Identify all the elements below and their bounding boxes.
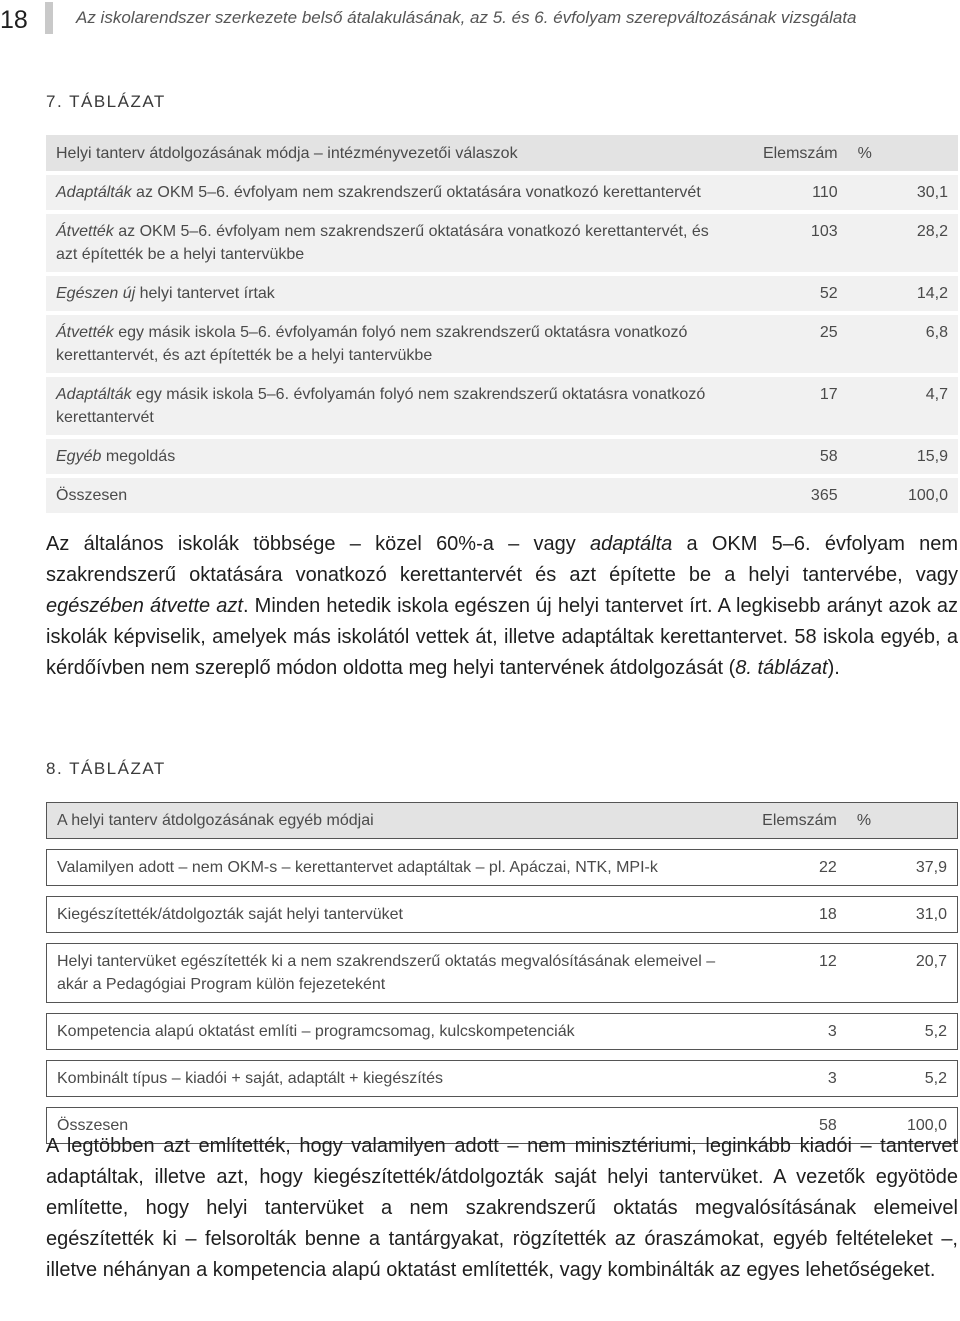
table-8-header-row <box>47 803 958 839</box>
row-count: 12 <box>737 944 846 1003</box>
row-label <box>46 212 738 274</box>
table-row <box>47 944 958 1003</box>
body-paragraph-2: A legtöbben azt említették, hogy valamilyen adott – nem minisztériumi, leginkább kiadói – tantervet adaptáltak, illetve azt, hogy kiegészítették/átdolgozták saját helyi tantervüket. A vezetők egyötöde említette, hogy helyi tantervüket a nem szakrendszerű oktatás megvalósításának elemeivel egészítették ki – felsorolták benne a tantárgyakat, rögzítették az óraszámokat, egyéb feltételeket –, illetve néhányan a kompetencia alapú oktatást említették, vagy kombinálták az egyes lehetőségeket. <box>46 1135 958 1281</box>
table-7 <box>46 135 958 517</box>
row-label-emphasis: Egyéb <box>56 448 102 465</box>
row-percent: 28,2 <box>848 212 958 274</box>
body-paragraph-1 <box>46 529 958 684</box>
table-row <box>47 1014 958 1050</box>
table-gap <box>47 1050 958 1061</box>
table-row <box>46 212 958 274</box>
row-label: Összesen <box>47 1108 738 1144</box>
row-percent: 20,7 <box>847 944 958 1003</box>
table-row <box>46 437 958 476</box>
row-percent: 5,2 <box>847 1061 958 1097</box>
row-label <box>46 274 738 313</box>
row-label-emphasis: Egészen új <box>56 285 136 302</box>
table-row <box>47 1061 958 1097</box>
row-label-text: egy másik iskola 5–6. évfolyamán folyó nem szakrendszerű oktatásra vonatkozó kerettantervét <box>56 386 706 426</box>
table-row <box>46 313 958 375</box>
table-8-col-method: A helyi tanterv átdolgozásának egyéb módjai <box>47 803 738 839</box>
table-7-col-count: Elemszám <box>738 135 848 173</box>
row-percent: 31,0 <box>847 897 958 933</box>
paragraph-text: . Minden hetedik iskola egészen új helyi tantervet írt. A legkisebb arányt azok az iskolák képviselik, amelyek más iskolától vettek át, illetve adaptáltak kerettantervet. 58 iskola egyéb, a kérdőívben nem szereplő módon oldotta meg helyi tantervének átdolgozását ( <box>46 595 958 679</box>
table-total-row <box>46 476 958 515</box>
row-label: Kiegészítették/átdolgozták saját helyi tantervüket <box>47 897 738 933</box>
paragraph-text: ). <box>827 657 840 679</box>
table-reference: 8. táblázat <box>735 657 828 679</box>
running-header: Az iskolarendszer szerkezete belső átalakulásának, az 5. és 6. évfolyam szerepváltozásának vizsgálata <box>76 8 857 27</box>
row-label <box>46 173 738 212</box>
row-label-emphasis: Adaptálták <box>56 184 132 201</box>
row-percent: 100,0 <box>848 476 958 515</box>
row-label-emphasis: Átvették <box>56 324 114 341</box>
row-percent: 30,1 <box>848 173 958 212</box>
row-label-text: az OKM 5–6. évfolyam nem szakrendszerű oktatására vonatkozó kerettantervét, és azt építették be a helyi tantervükbe <box>56 223 709 263</box>
header-divider <box>45 2 53 34</box>
table-8-col-percent: % <box>847 803 958 839</box>
row-count: 3 <box>737 1014 846 1050</box>
row-count: 17 <box>738 375 848 437</box>
row-count: 58 <box>738 437 848 476</box>
row-percent: 5,2 <box>847 1014 958 1050</box>
row-label <box>46 313 738 375</box>
table-row <box>47 897 958 933</box>
table-8-title: 8. TÁBLÁZAT <box>46 759 166 778</box>
row-percent: 14,2 <box>848 274 958 313</box>
table-gap <box>47 839 958 850</box>
row-percent: 6,8 <box>848 313 958 375</box>
row-count: 58 <box>737 1108 846 1144</box>
table-7-col-method: Helyi tanterv átdolgozásának módja – intézményvezetői válaszok <box>46 135 738 173</box>
row-label <box>46 375 738 437</box>
table-7-header-row <box>46 135 958 173</box>
row-percent: 15,9 <box>848 437 958 476</box>
row-label: Valamilyen adott – nem OKM-s – kerettantervet adaptáltak – pl. Apáczai, NTK, MPI-k <box>47 850 738 886</box>
row-label: Kompetencia alapú oktatást említi – programcsomag, kulcskompetenciák <box>47 1014 738 1050</box>
row-count: 22 <box>737 850 846 886</box>
table-gap <box>47 886 958 897</box>
row-label-emphasis: Átvették <box>56 223 114 240</box>
row-label-text: egy másik iskola 5–6. évfolyamán folyó nem szakrendszerű oktatásra vonatkozó kerettantervét, és azt építették be a helyi tantervükbe <box>56 324 688 364</box>
row-label <box>46 476 738 515</box>
table-8-col-count: Elemszám <box>737 803 846 839</box>
paragraph-emphasis: egészében átvette azt <box>46 595 243 617</box>
row-count: 365 <box>738 476 848 515</box>
table-7-col-percent: % <box>848 135 958 173</box>
table-gap <box>47 1097 958 1108</box>
row-percent: 37,9 <box>847 850 958 886</box>
row-label <box>46 437 738 476</box>
table-8 <box>46 802 958 1144</box>
table-7-title: 7. TÁBLÁZAT <box>46 92 166 111</box>
row-label-text: az OKM 5–6. évfolyam nem szakrendszerű oktatására vonatkozó kerettantervét <box>131 184 701 201</box>
row-count: 52 <box>738 274 848 313</box>
row-count: 25 <box>738 313 848 375</box>
page-number: 18 <box>0 6 28 34</box>
row-label-emphasis: Adaptálták <box>56 386 132 403</box>
paragraph-emphasis: adaptálta <box>589 533 673 555</box>
row-label: Helyi tantervüket egészítették ki a nem szakrendszerű oktatás megvalósításának elemeivel – akár a Pedagógiai Program külön fejezeteként <box>47 944 738 1003</box>
row-label: Kombinált típus – kiadói + saját, adaptált + kiegészítés <box>47 1061 738 1097</box>
row-label-text: megoldás <box>101 448 176 465</box>
row-label-text: helyi tantervet írtak <box>135 285 275 302</box>
paragraph-text: Az általános iskolák többsége – közel 60%-a – vagy <box>46 533 590 555</box>
row-label-text: Összesen <box>56 487 128 504</box>
row-percent: 100,0 <box>847 1108 958 1144</box>
row-count: 3 <box>737 1061 846 1097</box>
row-count: 103 <box>738 212 848 274</box>
table-row <box>47 850 958 886</box>
row-percent: 4,7 <box>848 375 958 437</box>
row-count: 110 <box>738 173 848 212</box>
table-gap <box>47 933 958 944</box>
paragraph-text: a OKM 5–6. évfolyam nem szakrendszerű oktatására vonatkozó kerettantervét és azt építette be a helyi tantervébe, vagy <box>46 533 958 586</box>
table-row <box>46 173 958 212</box>
row-count: 18 <box>737 897 846 933</box>
table-row <box>46 375 958 437</box>
table-gap <box>47 1003 958 1014</box>
table-row <box>46 274 958 313</box>
